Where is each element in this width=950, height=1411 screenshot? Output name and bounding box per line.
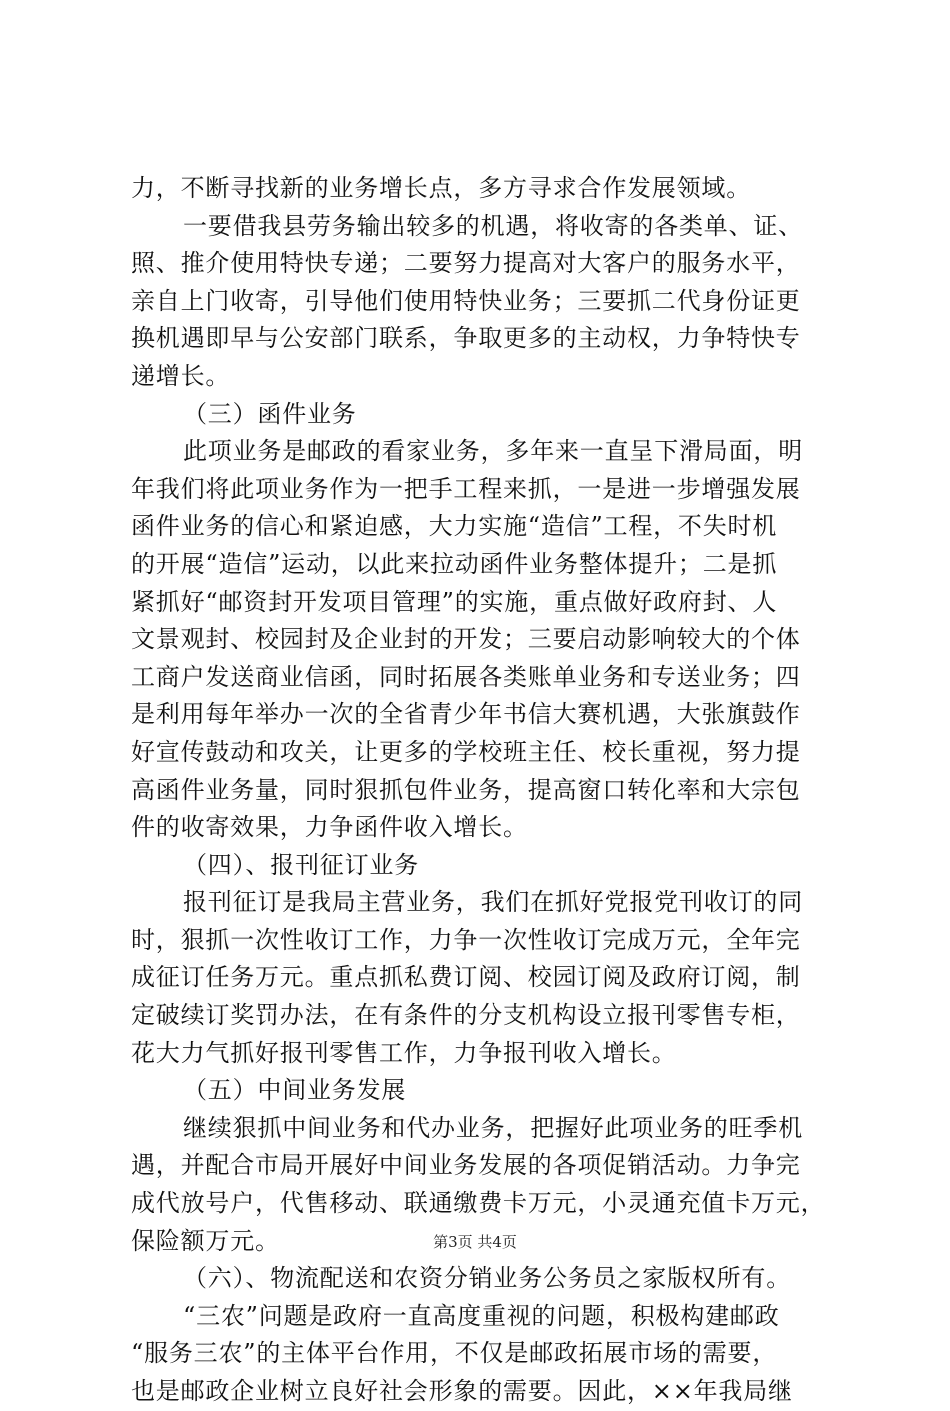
text-line: 年我们将此项业务作为一把手工程来抓，一是进一步增强发展 bbox=[131, 474, 801, 503]
text-line: 亲自上门收寄，引导他们使用特快业务；三要抓二代身份证更 bbox=[131, 286, 801, 315]
text-line: 件的收寄效果，力争函件收入增长。 bbox=[131, 813, 528, 842]
text-line: 工商户发送商业信函，同时拓展各类账单业务和专送业务；四 bbox=[131, 662, 801, 691]
text-line: （六）、物流配送和农资分销业务公务员之家版权所有。 bbox=[183, 1264, 791, 1293]
text-line: （五）中间业务发展 bbox=[183, 1076, 407, 1105]
text-line: （三）函件业务 bbox=[183, 399, 357, 428]
page-footer: 第3页 共4页 bbox=[433, 1233, 517, 1251]
text-line: 定破续订奖罚办法，在有条件的分支机构设立报刊零售专柜， bbox=[131, 1001, 801, 1030]
text-line: 函件业务的信心和紧迫感，大力实施“造信”工程，不失时机 bbox=[131, 512, 778, 541]
text-line: 报刊征订是我局主营业务，我们在抓好党报党刊收订的同 bbox=[183, 888, 803, 917]
text-line: 是利用每年举办一次的全省青少年书信大赛机遇，大张旗鼓作 bbox=[131, 700, 801, 729]
text-line: 保险额万元。 bbox=[131, 1226, 280, 1255]
text-line: 遇，并配合市局开展好中间业务发展的各项促销活动。力争完 bbox=[131, 1151, 801, 1180]
text-line: 继续狠抓中间业务和代办业务，把握好此项业务的旺季机 bbox=[183, 1113, 803, 1142]
text-line: 成代放号户，代售移动、联通缴费卡万元，小灵通充值卡万元， bbox=[131, 1189, 826, 1218]
text-line: 递增长。 bbox=[131, 361, 231, 390]
text-line: 此项业务是邮政的看家业务，多年来一直呈下滑局面，明 bbox=[183, 437, 803, 466]
document-body bbox=[131, 170, 841, 1411]
text-line: 紧抓好“邮资封开发项目管理”的实施，重点做好政府封、人 bbox=[131, 587, 778, 616]
text-line: （四）、报刊征订业务 bbox=[183, 850, 419, 879]
text-line: 照、推介使用特快专递；二要努力提高对大客户的服务水平， bbox=[131, 249, 801, 278]
text-line: 好宣传鼓动和攻关，让更多的学校班主任、校长重视，努力提 bbox=[131, 737, 801, 766]
text-line: 的开展“造信”运动，以此来拉动函件业务整体提升；二是抓 bbox=[131, 549, 778, 578]
text-line: 时，狠抓一次性收订工作，力争一次性收订完成万元，全年完 bbox=[131, 925, 801, 954]
text-line: 高函件业务量，同时狠抓包件业务，提高窗口转化率和大宗包 bbox=[131, 775, 801, 804]
text-line: 成征订任务万元。重点抓私费订阅、校园订阅及政府订阅，制 bbox=[131, 963, 801, 992]
text-line: 文景观封、校园封及企业封的开发；三要启动影响较大的个体 bbox=[131, 625, 801, 654]
text-line: 一要借我县劳务输出较多的机遇，将收寄的各类单、证、 bbox=[183, 211, 803, 240]
text-line: 力，不断寻找新的业务增长点，多方寻求合作发展领域。 bbox=[131, 174, 751, 202]
text-line: 也是邮政企业树立良好社会形象的需要。因此，××年我局继 bbox=[131, 1377, 793, 1405]
text-line: “服务三农”的主体平台作用，不仅是邮政拓展市场的需要， bbox=[131, 1339, 778, 1368]
text-line: 换机遇即早与公安部门联系，争取更多的主动权，力争特快专 bbox=[131, 324, 801, 353]
text-line: “三农”问题是政府一直高度重视的问题，积极构建邮政 bbox=[183, 1301, 780, 1330]
text-line: 花大力气抓好报刊零售工作，力争报刊收入增长。 bbox=[131, 1038, 677, 1067]
